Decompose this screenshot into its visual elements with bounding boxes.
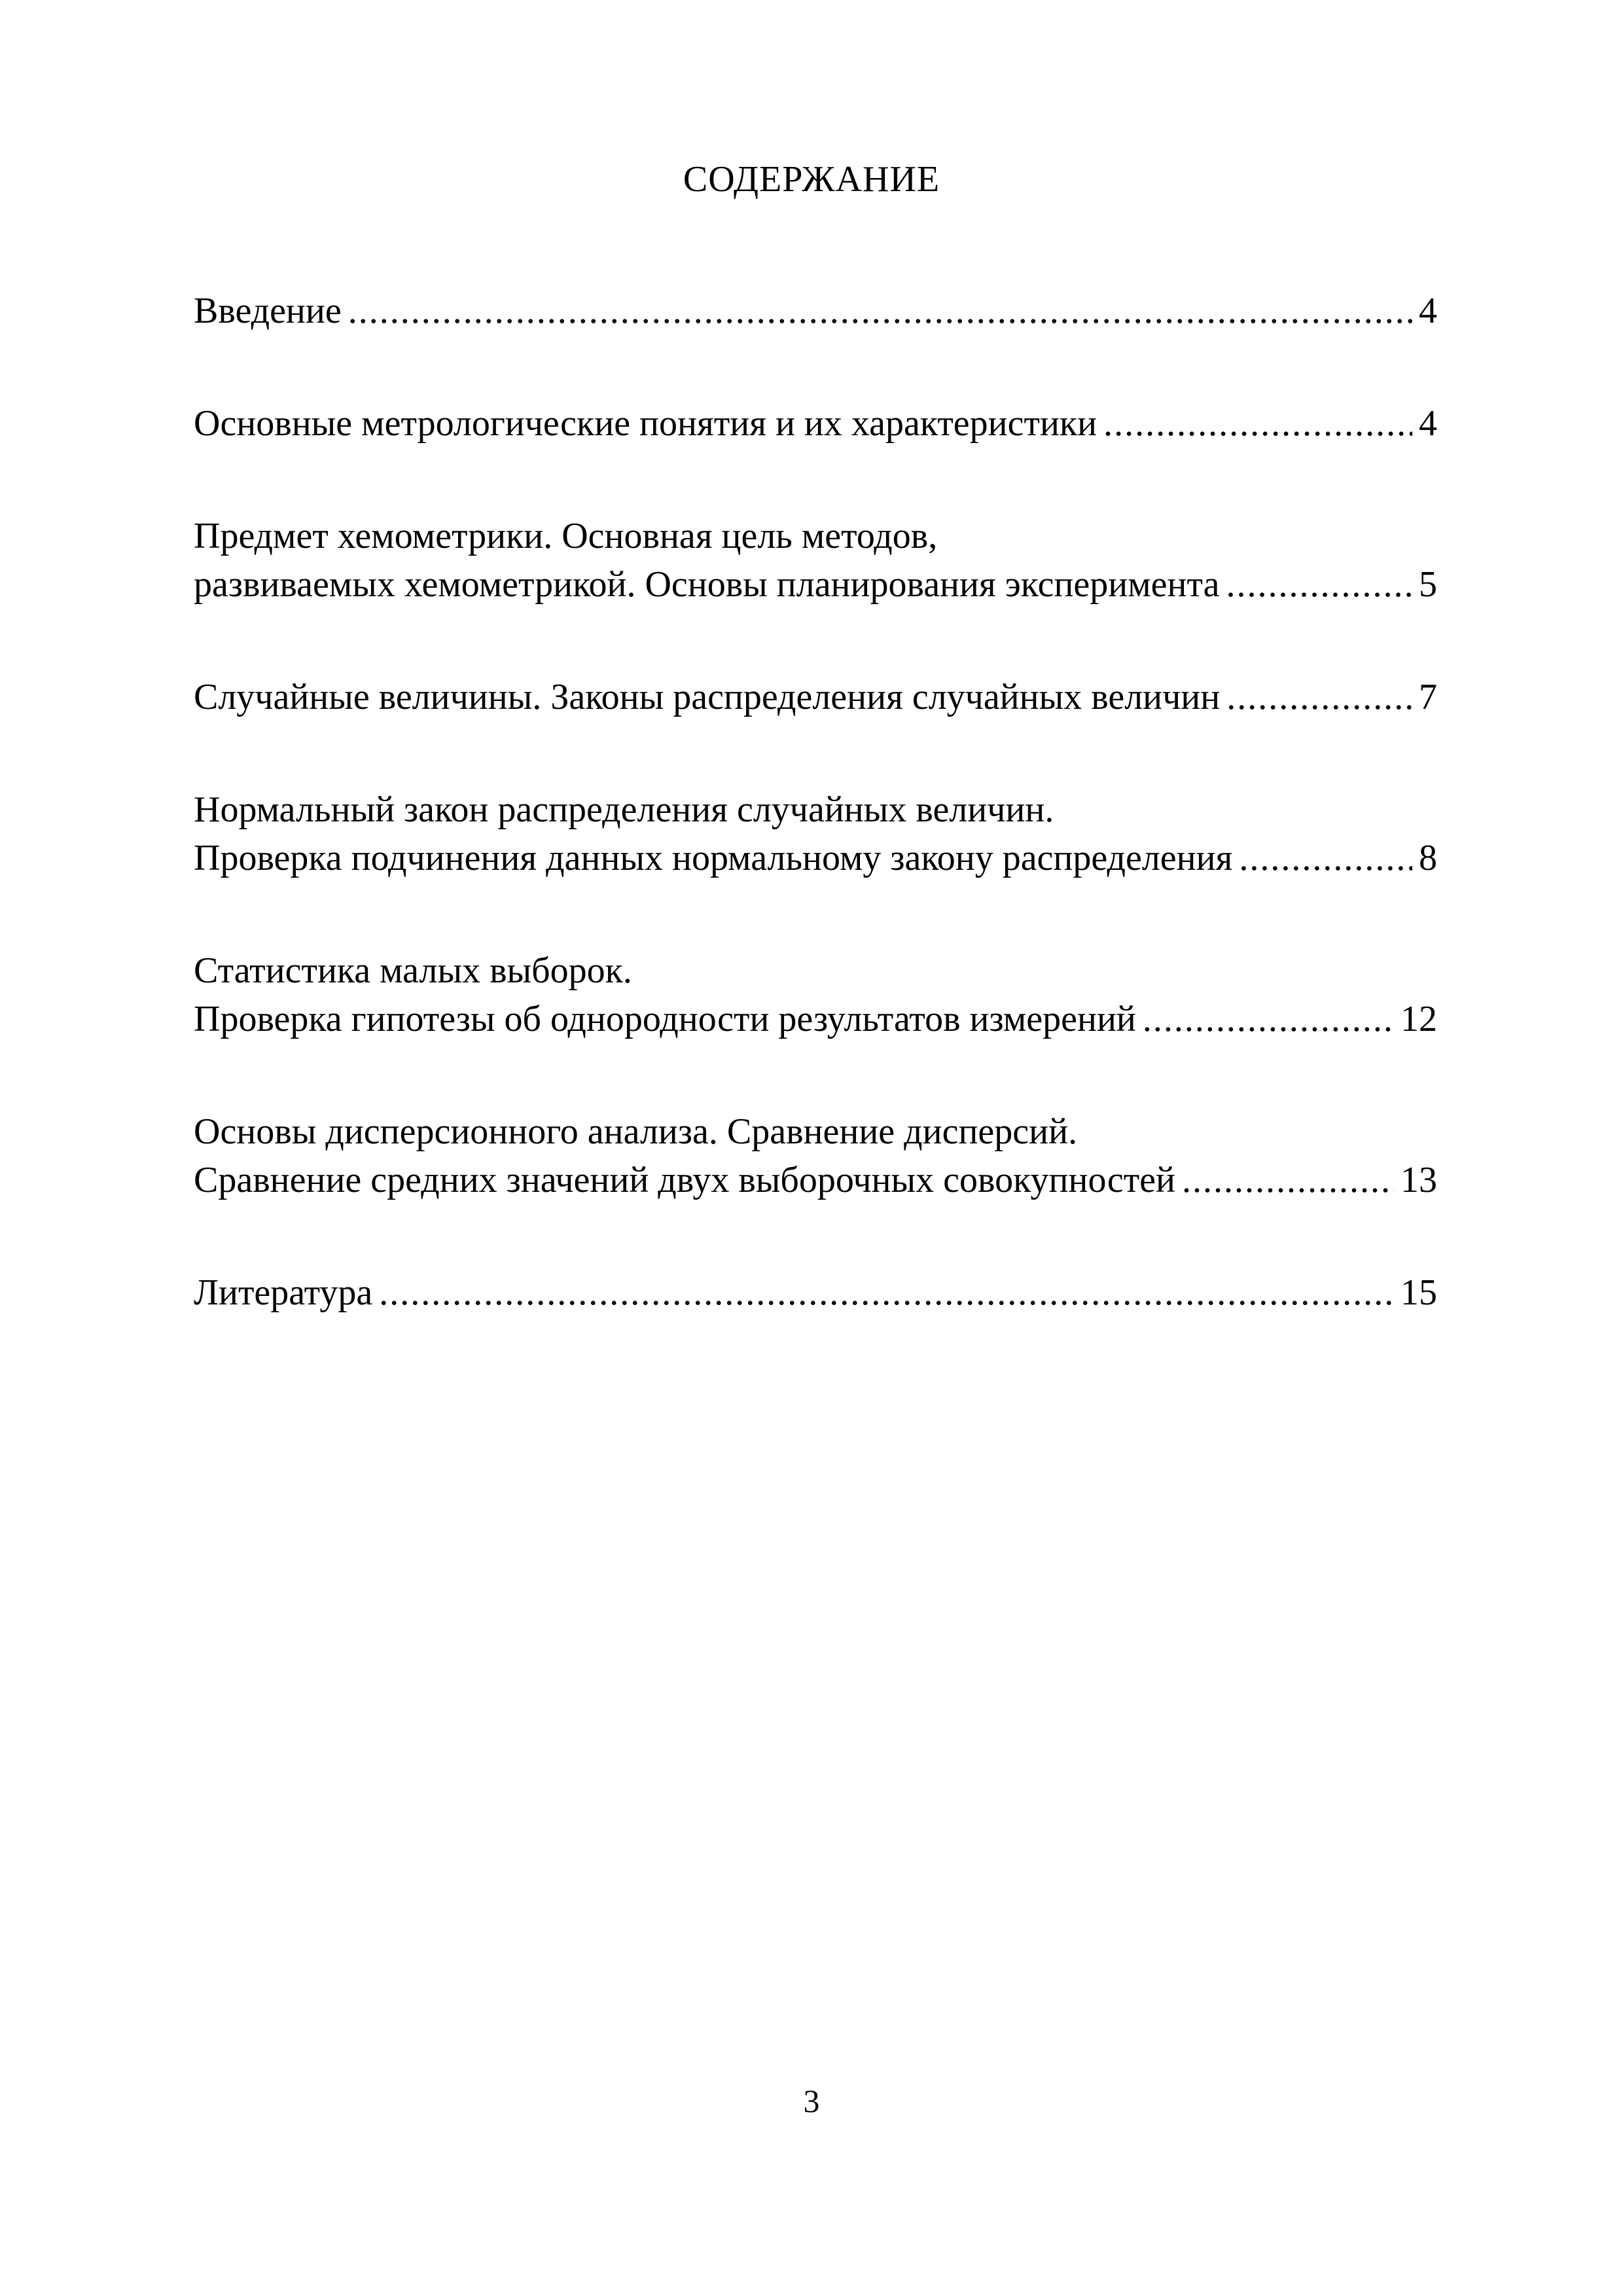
toc-entry-small-samples[interactable] xyxy=(194,946,1437,1043)
toc-entry-introduction[interactable] xyxy=(194,287,1437,335)
toc-title: СОДЕРЖАНИЕ xyxy=(683,159,940,200)
toc-entry-page: 5 xyxy=(1419,564,1437,605)
toc-entry-text: Основные метрологические понятия и их характеристики xyxy=(194,403,1097,444)
toc-entry-text: Сравнение средних значений двух выборочных совокупностей xyxy=(194,1160,1175,1200)
toc-entry-page: 4 xyxy=(1419,291,1437,331)
toc-entry-metrology[interactable] xyxy=(194,399,1437,448)
toc-entry-text: Случайные величины. Законы распределения случайных величин xyxy=(194,677,1221,717)
toc-entry-text: Введение xyxy=(194,291,342,331)
dot-leader xyxy=(1143,995,1394,1043)
toc-entry-text: Статистика малых выборок. xyxy=(194,950,632,991)
toc-entry-text: Литература xyxy=(194,1272,373,1313)
page-number: 3 xyxy=(803,2083,820,2119)
toc-entry-text: Проверка подчинения данных нормальному закону распределения xyxy=(194,838,1233,878)
dot-leader xyxy=(348,287,1412,335)
toc-entry-page: 15 xyxy=(1400,1272,1437,1313)
toc-entry-page: 4 xyxy=(1419,403,1437,444)
dot-leader xyxy=(1226,673,1412,721)
toc-entry-text: Основы дисперсионного анализа. Сравнение дисперсий. xyxy=(194,1111,1078,1152)
toc-entry-chemometrics[interactable] xyxy=(194,512,1437,609)
dot-leader xyxy=(1182,1156,1394,1204)
toc-entry-normal-law[interactable] xyxy=(194,785,1437,882)
toc-entry-page: 7 xyxy=(1419,677,1437,717)
toc-entry-page: 12 xyxy=(1400,999,1437,1039)
dot-leader xyxy=(1103,399,1412,448)
toc-entry-text: Проверка гипотезы об однородности результатов измерений xyxy=(194,999,1136,1039)
toc-entry-page: 8 xyxy=(1419,838,1437,878)
toc-entry-text: развиваемых хемометрикой. Основы планирования эксперимента xyxy=(194,564,1220,605)
toc-entry-text: Предмет хемометрики. Основная цель методов, xyxy=(194,516,938,556)
toc-entry-anova[interactable] xyxy=(194,1107,1437,1204)
dot-leader xyxy=(1226,560,1412,609)
dot-leader xyxy=(1239,834,1412,882)
toc-entry-text: Нормальный закон распределения случайных величин. xyxy=(194,789,1054,830)
toc-entry-random-variables[interactable] xyxy=(194,673,1437,721)
dot-leader xyxy=(379,1268,1394,1317)
toc-entry-literature[interactable] xyxy=(194,1268,1437,1317)
toc-entry-page: 13 xyxy=(1400,1160,1437,1200)
toc-list xyxy=(194,287,1437,1381)
